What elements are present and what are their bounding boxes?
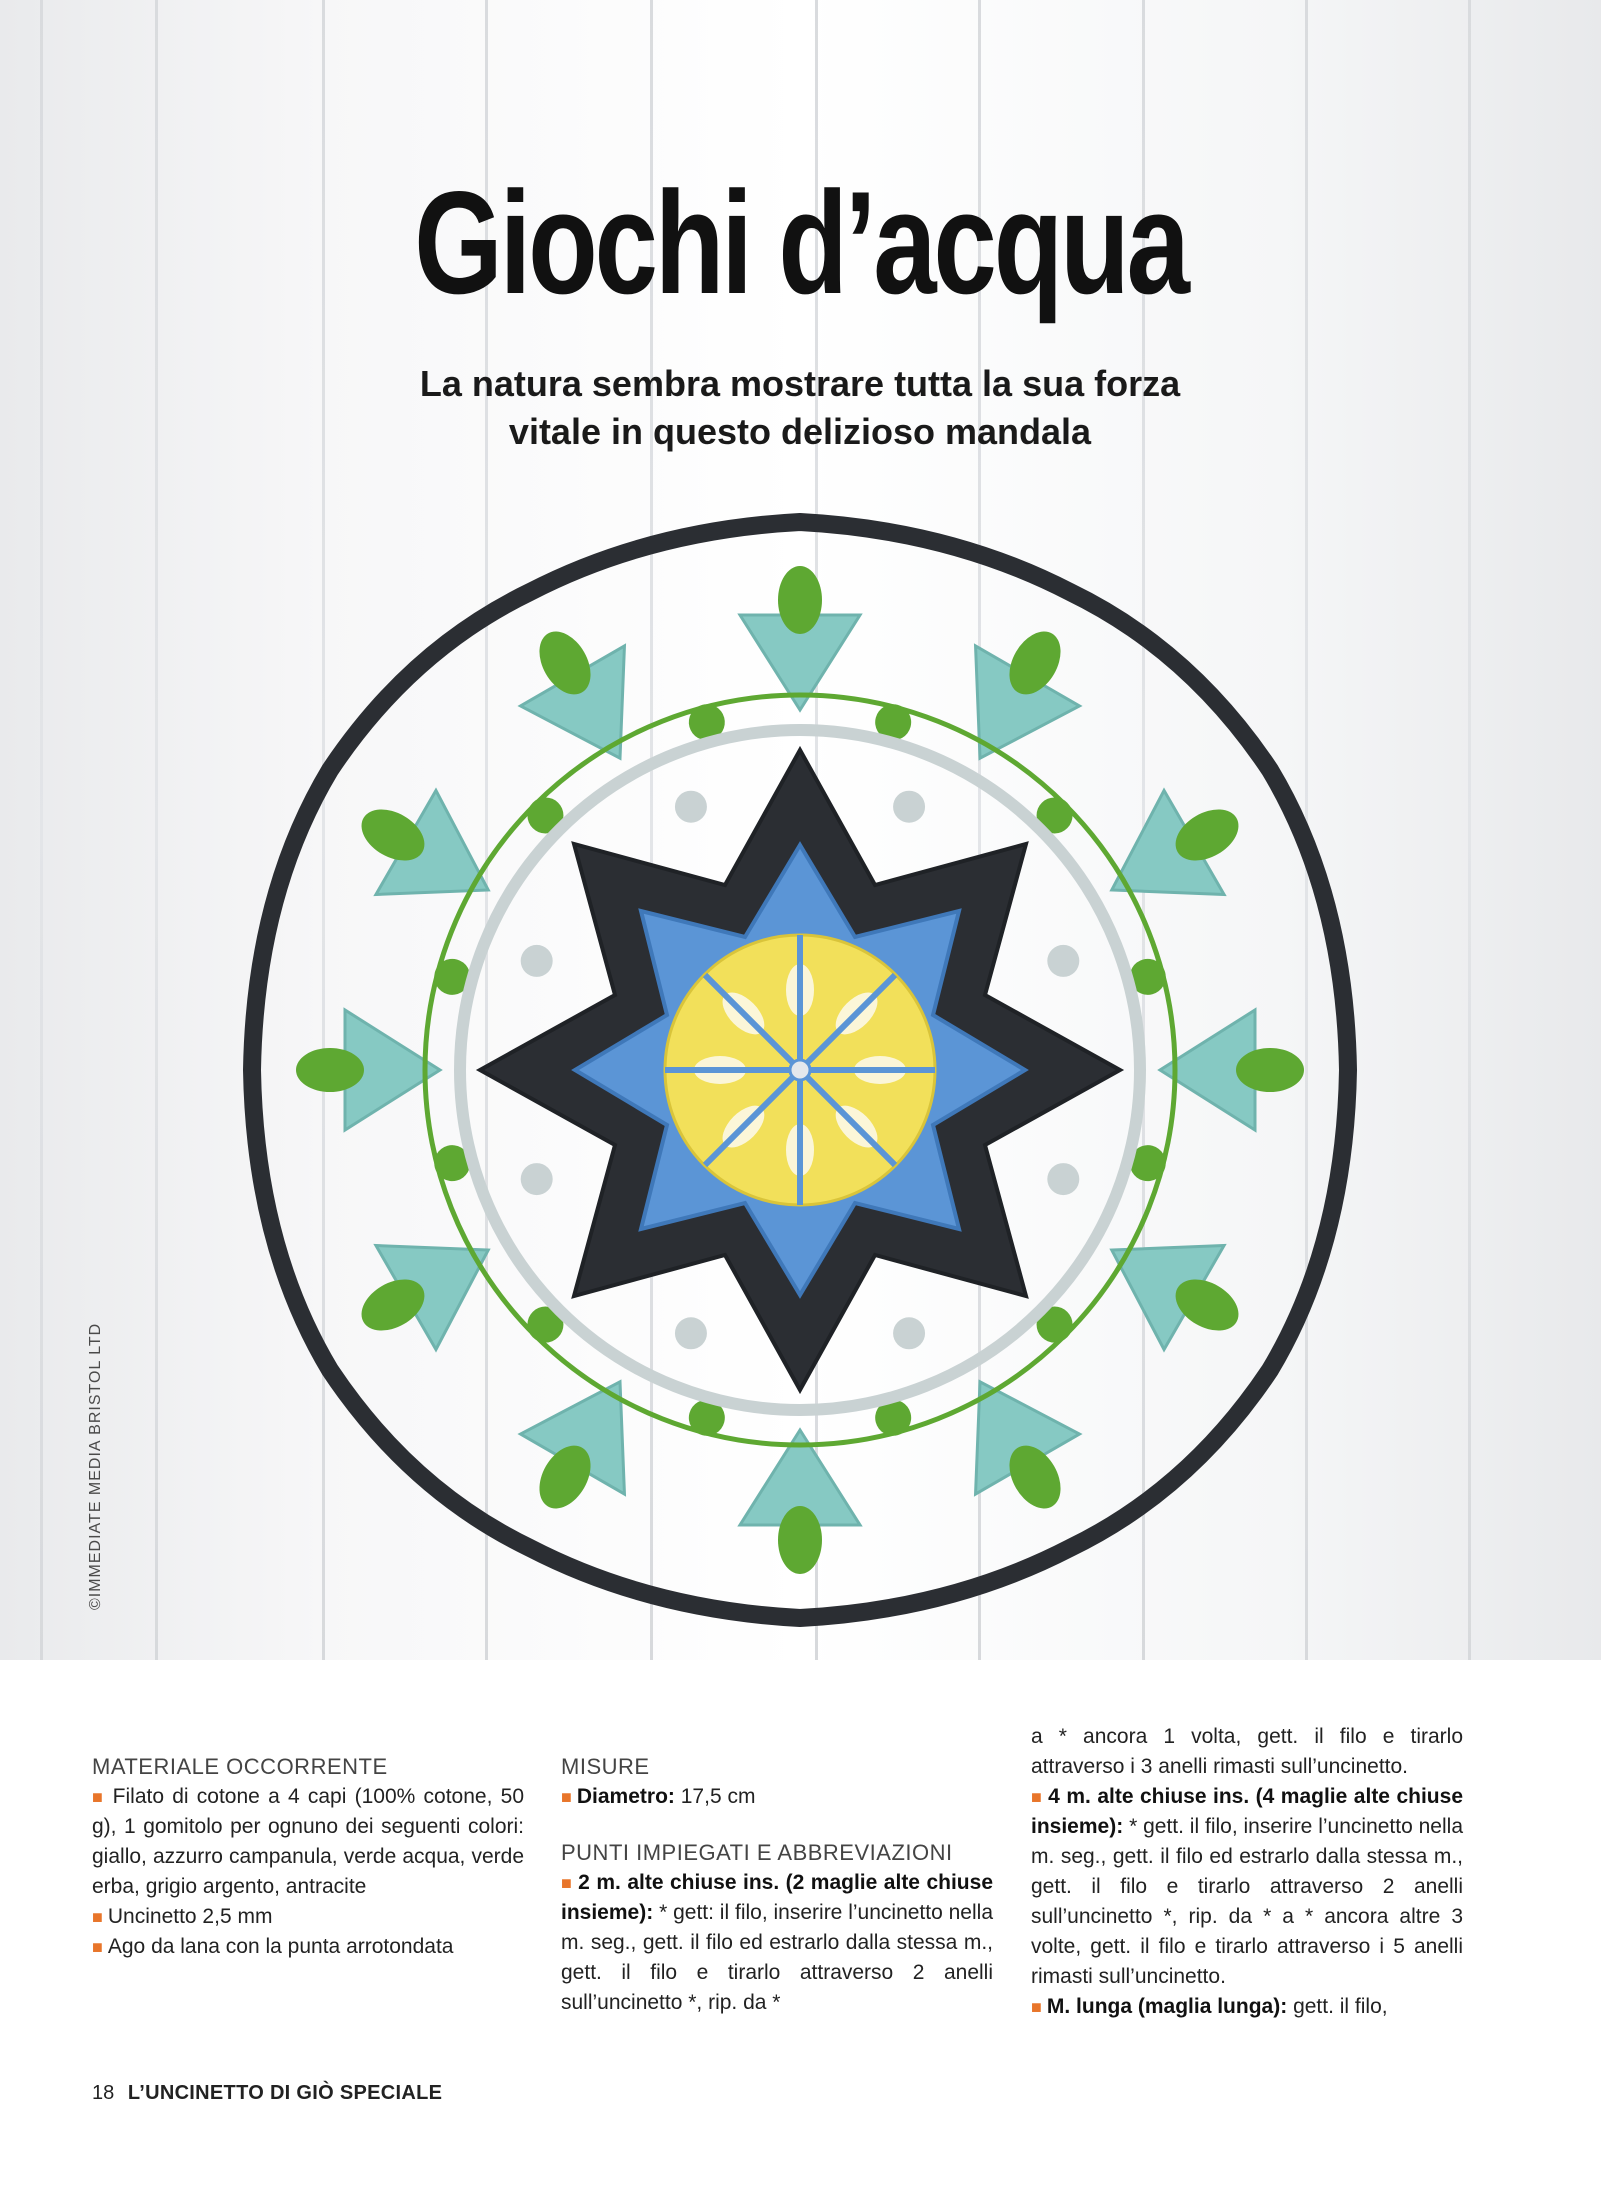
bullet-icon: ■ bbox=[92, 1907, 108, 1927]
plank-line bbox=[155, 0, 158, 1660]
bullet-icon: ■ bbox=[92, 1787, 113, 1807]
magazine-name: L’UNCINETTO DI GIÒ SPECIALE bbox=[127, 2082, 443, 2104]
page-title: Giochi d’acqua bbox=[414, 161, 1187, 324]
diameter-line: ■ Diametro: 17,5 cm bbox=[561, 1785, 756, 1808]
mandala-center bbox=[790, 1060, 810, 1080]
subtitle-line-2: vitale in questo delizioso mandala bbox=[508, 411, 1092, 452]
plank-line bbox=[1468, 0, 1471, 1660]
sizes-heading: MISURE bbox=[561, 1754, 650, 1779]
materials-item: ■ Uncinetto 2,5 mm bbox=[92, 1905, 273, 1928]
bullet-icon: ■ bbox=[1031, 1997, 1047, 2017]
materials-item: ■ Ago da lana con la punta arrotondata bbox=[92, 1935, 454, 1958]
bullet-icon: ■ bbox=[92, 1937, 108, 1957]
subtitle-line-1: La natura sembra mostrare tutta la sua forza bbox=[419, 363, 1181, 404]
stitch-item: ■ 4 m. alte chiuse ins. (4 maglie alte chiuse insieme): * gett. il filo, inserire l’uncinetto nella m. seg., gett. il filo ed estrarlo dalla stessa m., gett. il filo e tirarlo attraverso 2 anelli sull’uncinetto *, rip. da * a * ancora altre 3 volte, gett. il filo e tirarlo attraverso i 5 anelli rimasti sull’uncinetto. bbox=[1031, 1785, 1463, 1988]
materials-item: ■ Filato di cotone a 4 capi (100% cotone, 50 g), 1 gomitolo per ognuno dei seguenti colori: giallo, azzurro campanula, verde acqua, verde erba, grigio argento, antracite bbox=[92, 1785, 524, 1898]
bullet-icon: ■ bbox=[561, 1873, 579, 1893]
stitch-item: ■ M. lunga (maglia lunga): gett. il filo, bbox=[1031, 1995, 1388, 2018]
stitch-item-continued: a * ancora 1 volta, gett. il filo e tirarlo attraverso i 3 anelli rimasti sull’uncinetto. bbox=[1031, 1725, 1463, 1778]
materials-heading: MATERIALE OCCORRENTE bbox=[92, 1754, 388, 1779]
bullet-icon: ■ bbox=[561, 1787, 577, 1807]
stitches-heading: PUNTI IMPIEGATI E ABBREVIAZIONI bbox=[561, 1840, 953, 1865]
photo-credit: ©IMMEDIATE MEDIA BRISTOL LTD bbox=[87, 1322, 104, 1610]
page-number: 18 bbox=[92, 2082, 115, 2104]
sizes-column bbox=[561, 1752, 993, 2018]
bullet-icon: ■ bbox=[1031, 1787, 1049, 1807]
materials-column bbox=[92, 1752, 524, 1962]
page-footer bbox=[92, 2082, 442, 2105]
stitch-item: ■ 2 m. alte chiuse ins. (2 maglie alte chiuse insieme): * gett: il filo, inserire l’uncinetto nella m. seg., gett. il filo ed estrarlo dalla stessa m., gett. il filo e tirarlo attraverso 2 anelli sull’uncinetto *, rip. da * bbox=[561, 1871, 993, 2014]
stitches-column-continued bbox=[1031, 1722, 1463, 2022]
plank-line bbox=[40, 0, 43, 1660]
mandala-image bbox=[230, 500, 1370, 1640]
